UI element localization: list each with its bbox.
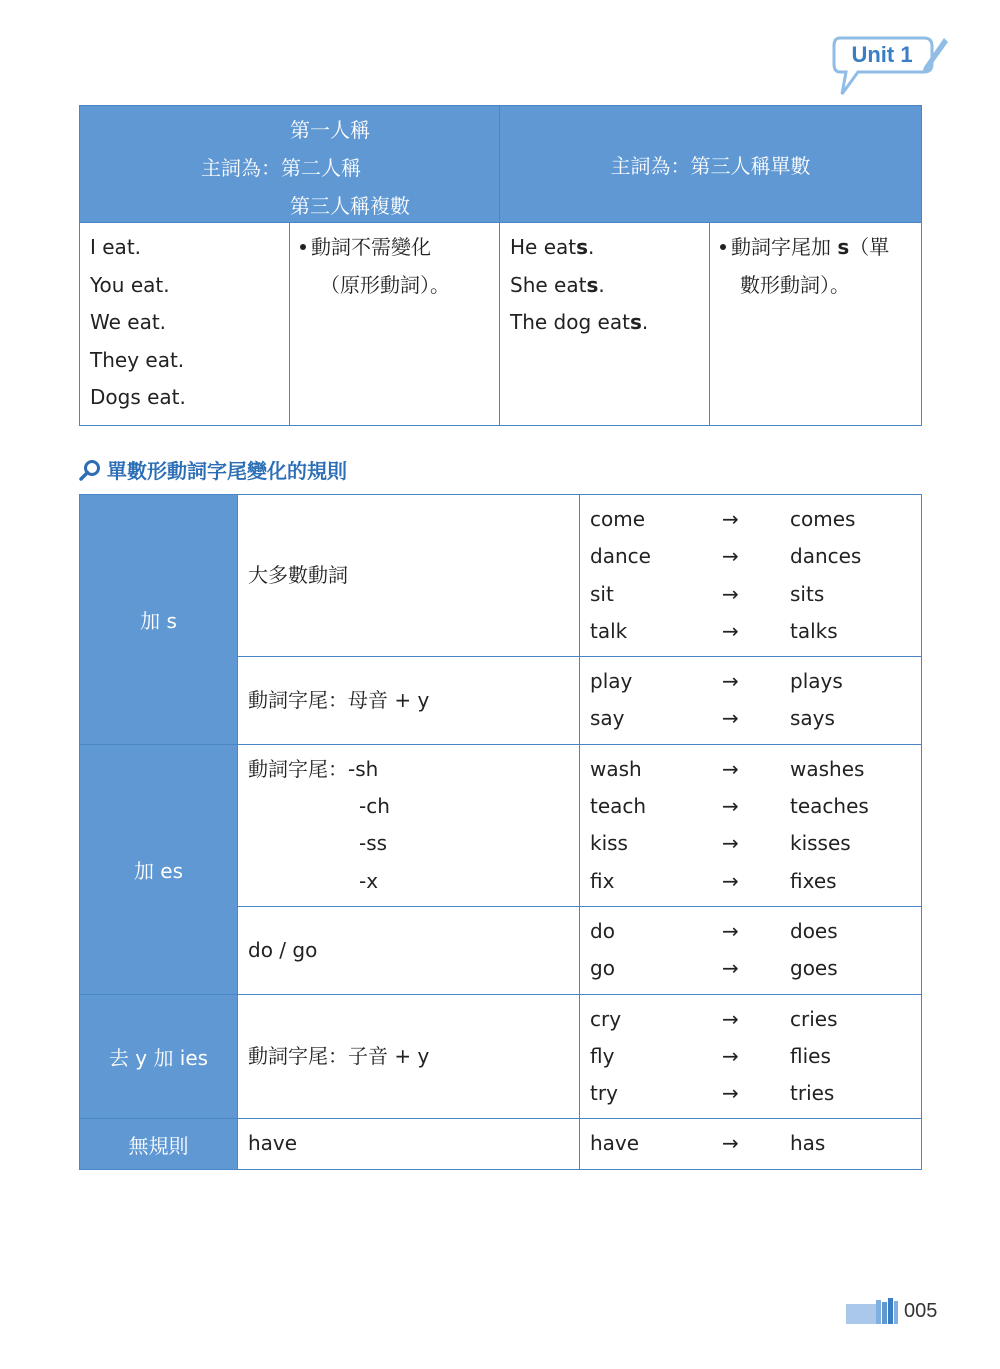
base-verb: say [590, 706, 625, 731]
condition-text: have [248, 1131, 298, 1156]
arrow-icon: → [722, 618, 739, 643]
rule-row [80, 744, 922, 906]
base-verb: sit [590, 581, 614, 606]
rule-row [80, 1119, 922, 1169]
arrow-icon: → [722, 1006, 739, 1031]
example-pair [590, 538, 921, 575]
rule-examples [580, 744, 922, 906]
base-verb: cry [590, 1006, 622, 1031]
table-header-row [80, 106, 922, 223]
rule-condition [238, 495, 580, 657]
singular-verb: tries [790, 1081, 835, 1106]
note-text: 動詞字尾加 [731, 235, 838, 259]
rule-examples [580, 906, 922, 994]
example-pair [590, 1038, 921, 1075]
verb-ending-rules-table [79, 494, 922, 1170]
page-number: 005 [904, 1299, 938, 1322]
rule-category: 去 y 加 ies [80, 994, 238, 1119]
arrow-icon: → [722, 794, 739, 819]
rule-condition [238, 994, 580, 1119]
section-heading [79, 455, 347, 484]
arrow-icon: → [722, 507, 739, 531]
base-verb: try [590, 1081, 618, 1106]
singular-verb: has [790, 1131, 826, 1156]
singular-verb: talks [790, 618, 838, 643]
header-line: 主詞為：第二人稱 [201, 156, 361, 180]
base-verb: dance [590, 544, 651, 569]
base-verb: wash [590, 756, 642, 781]
rule-note-plain [290, 223, 500, 426]
rule-note-third-singular: 動詞字尾加 s（單 數形動詞）。 [710, 223, 922, 426]
example-sentence: He eats. [510, 235, 595, 259]
example-pair [590, 501, 921, 538]
rule-category: 無規則 [80, 1119, 238, 1169]
base-verb: fix [590, 868, 615, 893]
rule-category: 加 es [80, 744, 238, 994]
example-sentence: Dogs eat. [90, 385, 186, 409]
unit-label: Unit 1 [851, 42, 913, 67]
rule-condition [238, 1119, 580, 1169]
example-pair [590, 700, 921, 737]
singular-verb: says [790, 706, 835, 731]
singular-verb: sits [790, 581, 825, 606]
base-verb: come [590, 507, 646, 531]
example-pair [590, 1125, 921, 1162]
arrow-icon: → [722, 669, 739, 694]
example-pair [590, 613, 921, 650]
example-pair [590, 663, 921, 700]
singular-verb: teaches [790, 794, 869, 819]
note-text: 動詞不需變化 [311, 235, 431, 259]
condition-text: 大多數動詞 [248, 562, 348, 587]
example-pair [590, 950, 921, 987]
header-first-second-plural [80, 106, 500, 223]
example-sentence: She eats. [510, 272, 605, 297]
bullet-icon [720, 244, 726, 250]
unit-badge [832, 34, 948, 98]
section-title: 單數形動詞字尾變化的規則 [107, 459, 347, 483]
books-icon [846, 1298, 898, 1324]
example-pair [590, 1001, 921, 1038]
arrow-icon: → [722, 1081, 739, 1106]
condition-text: 動詞字尾：子音 + y [248, 1043, 430, 1068]
note-text: 數形動詞）。 [740, 272, 850, 297]
base-verb: go [590, 956, 615, 981]
condition-text: 動詞字尾：母音 + y [248, 687, 430, 712]
singular-verb: comes [790, 507, 856, 531]
rule-examples [580, 1119, 922, 1169]
base-verb: kiss [590, 831, 628, 856]
base-verb: fly [590, 1043, 615, 1068]
singular-verb: kisses [790, 831, 851, 856]
arrow-icon: → [722, 831, 739, 856]
examples-plain [80, 223, 290, 426]
example-sentence: They eat. [90, 347, 185, 372]
arrow-icon: → [722, 956, 739, 981]
arrow-icon: → [722, 918, 739, 943]
base-verb: talk [590, 618, 628, 643]
header-line: 第三人稱複數 [290, 194, 410, 218]
rule-condition [238, 906, 580, 994]
rule-row [80, 495, 922, 657]
condition-text: -x [359, 868, 379, 893]
rule-examples [580, 994, 922, 1119]
condition-text: do / go [248, 937, 318, 962]
example-sentence: You eat. [90, 272, 170, 297]
arrow-icon: → [722, 706, 739, 731]
example-pair [590, 751, 921, 788]
singular-verb: goes [790, 956, 838, 981]
table-body-row [80, 223, 922, 426]
note-text: （原形動詞）。 [320, 272, 450, 297]
rule-category: 加 s [80, 495, 238, 745]
examples-third-singular [500, 223, 710, 426]
rule-condition [238, 657, 580, 745]
example-sentence: We eat. [90, 310, 167, 334]
example-pair [590, 825, 921, 862]
base-verb: have [590, 1131, 640, 1156]
page-footer [846, 1298, 937, 1324]
rule-condition [238, 744, 580, 906]
singular-verb: washes [790, 756, 865, 781]
header-third-singular: 主詞為：第三人稱單數 [500, 106, 922, 223]
example-pair [590, 1075, 921, 1112]
example-pair [590, 913, 921, 950]
base-verb: play [590, 669, 633, 694]
arrow-icon: → [722, 1131, 739, 1156]
arrow-icon: → [722, 581, 739, 606]
rule-row [80, 994, 922, 1119]
example-sentence: The dog eats. [510, 310, 649, 334]
singular-verb: flies [790, 1043, 831, 1068]
bullet-icon [300, 244, 306, 250]
singular-verb: dances [790, 544, 862, 569]
subject-verb-table [79, 105, 922, 426]
singular-verb: does [790, 918, 838, 943]
rule-examples [580, 657, 922, 745]
magnifier-icon [79, 459, 101, 481]
singular-verb: plays [790, 669, 843, 694]
arrow-icon: → [722, 868, 739, 893]
arrow-icon: → [722, 544, 739, 569]
rule-examples [580, 495, 922, 657]
singular-verb: fixes [790, 868, 837, 893]
base-verb: do [590, 918, 615, 943]
example-pair [590, 788, 921, 825]
singular-verb: cries [790, 1006, 838, 1031]
arrow-icon: → [722, 1043, 739, 1068]
example-pair [590, 576, 921, 613]
condition-text: -ss [359, 831, 388, 856]
header-line: 第一人稱 [290, 118, 370, 142]
example-pair [590, 863, 921, 900]
base-verb: teach [590, 794, 647, 819]
example-sentence: I eat. [90, 235, 142, 259]
condition-text: 動詞字尾：-sh [248, 756, 379, 781]
condition-text: -ch [359, 794, 390, 819]
arrow-icon: → [722, 756, 739, 781]
